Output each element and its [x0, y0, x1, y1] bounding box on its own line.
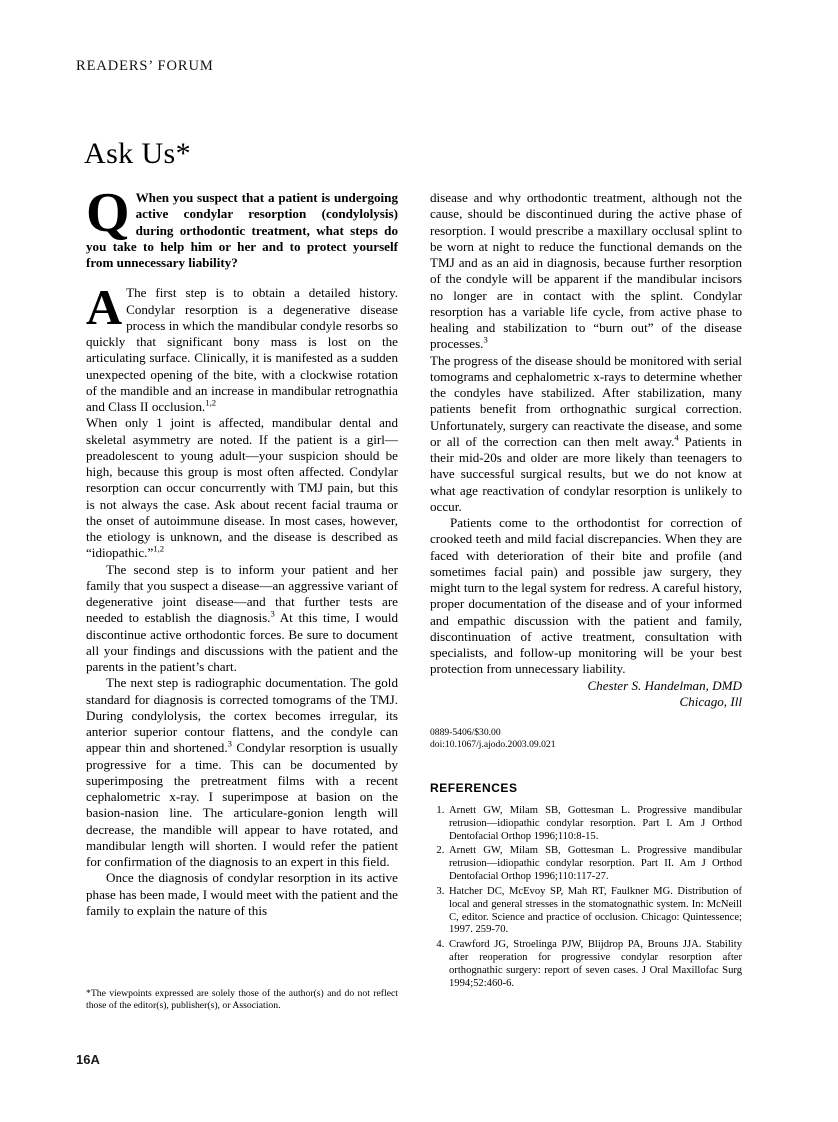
answer-para-6-text: disease and why orthodontic treatment, although not the cause, should be discontinued during the active phase of resorption. I would prescribe a maxillary occlusal splint to be worn at night to reduce the functional demands on the TMJ and as an aid in diagnosis, because further resorption of the condyle will be apparent if the mandibular incisors no longer are in contact with the splint. Condylar resorption has a variable life cycle, from active phase to healing and stabilization to “burn out” of the disease processes.: [430, 190, 742, 352]
column-right: [430, 190, 742, 992]
issn-price: 0889-5406/$30.00: [430, 727, 501, 738]
footnote: [86, 988, 398, 1013]
signature-author: Chester S. Handelman, DMD: [587, 677, 742, 693]
question-block: [86, 182, 398, 271]
question-dropcap: Q: [86, 182, 130, 244]
publication-info: [430, 727, 742, 751]
references-heading: REFERENCES: [430, 781, 518, 795]
answer-paragraph-3: [86, 562, 398, 676]
footnote-marker: *: [86, 988, 91, 999]
answer-paragraph-2: [86, 415, 398, 561]
answer-paragraph-6: [430, 190, 742, 353]
answer-para-4b-text: Condylar resorption is usually progressive for a time. This can be documented by superimposing the pretreatment films with a recent cephalometric x-ray. I superimpose at basion on the basion-nasion line. The articulare-gonion length will decrease, the mandible will appear to have rotated, and mandibular length will shorten. I would refer the patient for confirmation of the diagnosis to an expert in this field.: [86, 740, 398, 870]
superscript-ref-1: 1,2: [205, 397, 217, 408]
answer-para-3a-text: The second step is to inform your patient and her family that you suspect a disease—an aggressive variant of degenerative joint disease—and that further tests are needed to establish the diagnosis.: [86, 561, 398, 626]
reference-item: 3. Hatcher DC, McEvoy SP, Mah RT, Faulkner MG. Distribution of local and general stresses in the stomatognathic system. In: McNeill C, editor. Science and practice of occlusion. Chicago: Quintessence; 1997. 259-70.: [447, 886, 742, 938]
signature-location: Chicago, Ill: [679, 693, 742, 709]
superscript-ref-2: 1,2: [153, 544, 165, 555]
answer-para-8-text: Patients come to the orthodontist for correction of crooked teeth and mild facial discrepancies. When they are faced with deterioration of their bite and profile (and sometimes facial pain) and possible jaw surgery, they might turn to the legal system for redress. A careful history, proper documentation of the disease and of your informed and empathic discussion with the patient and family, discontinuation of active treatment, consultation with specialists, and follow-up monitoring will be your best protection from unnecessary liability.: [430, 515, 742, 677]
superscript-ref-4: 3: [227, 739, 232, 750]
superscript-ref-3: 3: [270, 609, 275, 620]
page-folio: 16A: [76, 1052, 100, 1067]
answer-paragraph-7: [430, 353, 742, 516]
superscript-ref-6: 4: [674, 432, 679, 443]
reference-item: 2. Arnett GW, Milam SB, Gottesman L. Progressive mandibular retrusion—idiopathic condylar resorption. Part II. Am J Orthod Dentofacial Orthop 1996;110:117-27.: [447, 845, 742, 884]
answer-block: [86, 279, 398, 415]
reference-item: 1. Arnett GW, Milam SB, Gottesman L. Progressive mandibular retrusion—idiopathic condylar resorption. Part I. Am J Orthod Dentofacial Orthop 1996;110:8-15.: [447, 805, 742, 844]
answer-para-2-text: When only 1 joint is affected, mandibular dental and skeletal asymmetry are noted. If the patient is a girl—preadolescent to young adult—your suspicion should be high, because this group is most often affected. Condylar resorption can occur concurrently with TMJ pain, but this is not always the case. Ask about recent facial trauma or the onset of autoimmune disease. In most cases, however, the etiology is unknown, and the disease is described as “idiopathic.”: [86, 415, 398, 561]
answer-para-1-text: The first step is to obtain a detailed history. Condylar resorption is a degenerative disease process in which the mandibular condyle resorbs so quickly that significant bony mass is lost on the articulating surface. Clinically, it is manifested as a sudden unexpected opening of the bite, with a clockwise rotation of the mandible and an increase in mandibular retrognathia and Class II occlusion.: [86, 285, 398, 415]
question-text: When you suspect that a patient is undergoing active condylar resorption (condylolysis) during orthodontic treatment, what steps do you take to help him or her and to protect yourself from unnecessary liability?: [86, 190, 398, 271]
answer-paragraph-1: [86, 279, 398, 415]
answer-paragraph-5: [86, 870, 398, 919]
references-list: [430, 805, 742, 990]
answer-para-5-text: Once the diagnosis of condylar resorption in its active phase has been made, I would meet with the patient and the family to explain the nature of this: [86, 870, 398, 918]
running-head: READERS’ FORUM: [76, 58, 214, 74]
answer-dropcap: A: [86, 279, 123, 336]
footnote-text: The viewpoints expressed are solely those of the author(s) and do not reflect those of the editor(s), publisher(s), or Association.: [86, 988, 398, 1012]
reference-item: 4. Crawford JG, Stroelinga PJW, Blijdrop PA, Brouns JJA. Stability after reoperation for progressive condylar resorption after orthognathic surgery: report of seven cases. J Oral Maxillofac Surg 1994;52:460-6.: [447, 939, 742, 991]
page-title: Ask Us*: [84, 137, 191, 171]
answer-para-3b-text: At this time, I would discontinue active orthodontic forces. Be sure to document all your findings and discussions with the patient and the parents in the patient’s chart.: [86, 610, 399, 675]
answer-paragraph-8: [430, 515, 742, 678]
answer-paragraph-4: [86, 675, 398, 870]
column-left: [86, 182, 399, 919]
answer-para-7b-text: Patients in their mid-20s and older are more likely than teenagers to have successful surgical results, but we do not know at what age reactivation of condylar resorption is unlikely to occur.: [430, 433, 742, 514]
superscript-ref-5: 3: [483, 334, 488, 345]
answer-para-7a-text: The progress of the disease should be monitored with serial tomograms and cephalometric x-rays to determine whether the condyles have stabilized. After stabilization, many patients benefit from orthognathic surgical correction. Unfortunately, surgery can reactivate the disease, and some or all of the correction can then melt away.: [430, 352, 742, 449]
doi-line: doi:10.1067/j.ajodo.2003.09.021: [430, 739, 556, 750]
answer-para-4a-text: The next step is radiographic documentation. The gold standard for diagnosis is corrected tomograms of the TMJ. During condylolysis, the cortex becomes irregular, its anterior superior contour flattens, and the condyle can appear thin and shortened.: [86, 675, 398, 756]
